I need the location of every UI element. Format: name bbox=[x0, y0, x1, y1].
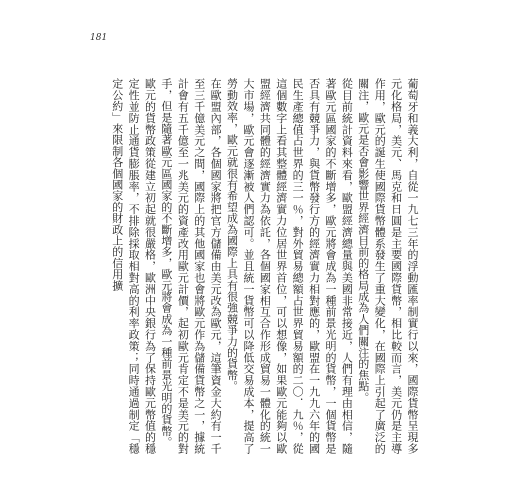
body-text bbox=[108, 78, 420, 454]
page-number: 181 bbox=[90, 33, 108, 43]
paragraph: 葡萄牙和義大利，自從一九七三年的浮動匯率制實行以來，國際貨幣呈現多元化格局，美元、馬克和日圓是主要國際貨幣，相比較而言，美元仍是主導作用，歐元的誕生使國際貨幣體系發生了重大變化，在國際上引起了廣泛的關注，歐元是否會影響世界經濟目前的格局成為人們關注的焦點。 bbox=[356, 78, 419, 454]
paragraph: 在歐盟內部，各個國家將把官方儲備由美元改為歐元，這筆資金大約有一千至三千億美元之間，國際上的其他國家也會將歐元作為儲備貨幣之一，據統計會有五千億至一兆美元的資產改用歐元計價，起初歐元肯定不是美元的對手，但是隨著歐元區國家的不斷增多，歐元將會成為一種前景光明的貨幣。 bbox=[159, 78, 223, 454]
paragraph: 歐元的貨幣政策從建立初起就很嚴格，歐洲中央銀行為了保持歐元幣值的穩定性並防止通貨膨脹率，不排除採取相對高的利率政策；同時通過制定「穩定公約」來限制各個國家的財政上的信用擴 bbox=[110, 78, 157, 454]
paragraph: 從目前統計資料來看，歐盟經濟總量與美國非常接近，人們有理由相信，隨著歐元區國家的不斷增多，歐元將會成為一種前景光明的貨幣，一個貨幣是否具有競爭力，與貨幣發行方的經濟實力相對應的，歐盟在一九九六年的國民生產總值占世界的三一％，對外貿易總額占世界貿易額的二〇．九％，從這個數字上看其整體經濟實力位居世界首位，可以想像，如果歐元能夠以歐盟經濟共同體的經濟實力為依託，各個國家相互合作形成貿易一體化的統一大市場，歐元會逐漸被人們認可。並且統一貨幣可以降低交易成本，提高了勞動效率，歐元就很有希望成為國際上具有很強競爭力的貨幣。 bbox=[225, 78, 354, 454]
